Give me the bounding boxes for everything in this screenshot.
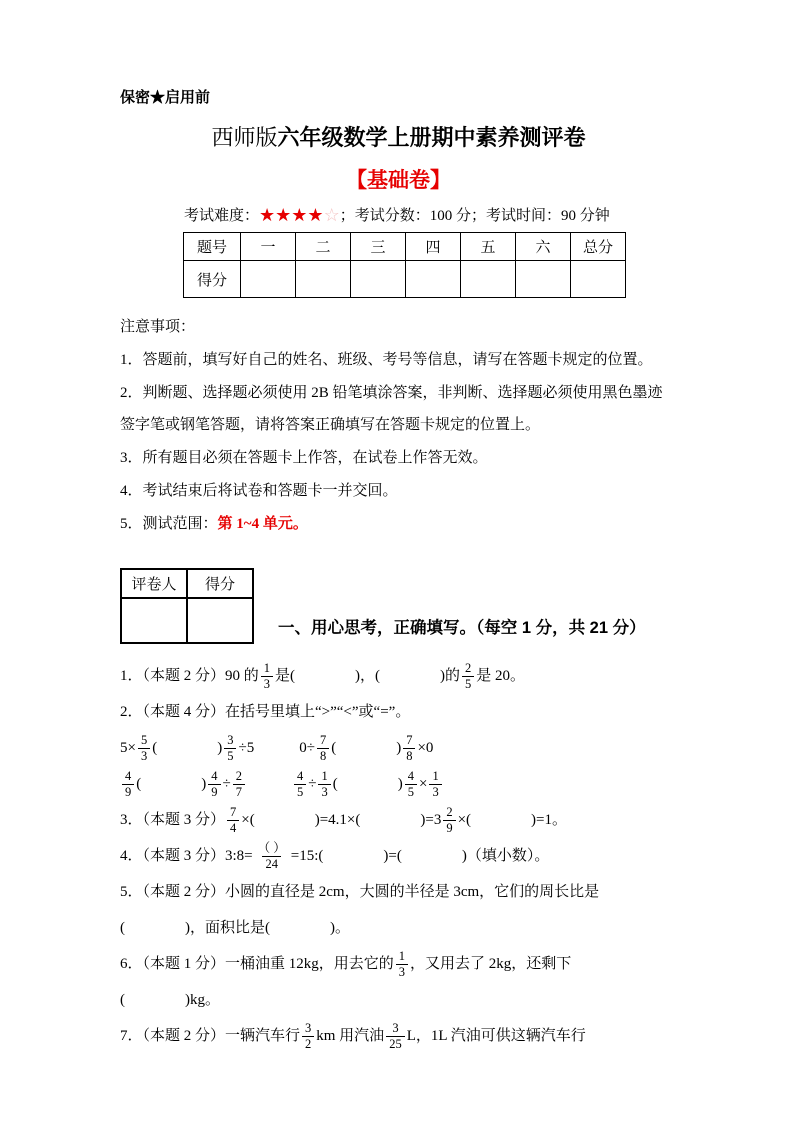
fraction <box>261 662 273 691</box>
note-item: 1．答题前，填写好自己的姓名、班级、考号等信息，请写在答题卡规定的位置。 <box>120 352 653 369</box>
fraction-numerator: 2 <box>465 660 472 675</box>
notes-heading: 注意事项： <box>120 319 196 336</box>
fraction <box>443 806 455 835</box>
paper-type-subtitle: 【基础卷】 <box>346 169 451 193</box>
fraction-denominator: 9 <box>208 784 220 799</box>
text-run: 7．（本题 2 分）一辆汽车行 <box>120 1027 301 1044</box>
text-run: ( )kg。 <box>120 991 220 1008</box>
text-run <box>254 738 299 759</box>
fraction <box>233 770 245 799</box>
fraction <box>429 770 441 799</box>
question-6-line-2 <box>120 982 677 1018</box>
text-run <box>247 774 292 795</box>
question-7 <box>120 1018 677 1054</box>
text-run: ( )，面积比是( )。 <box>120 919 350 936</box>
fraction-denominator: 3 <box>396 964 408 979</box>
question-6-line-1 <box>120 946 677 982</box>
fraction-numerator: 2 <box>446 804 453 819</box>
fraction <box>318 770 330 799</box>
section-1-heading: 一、用心思考，正确填写。（每空 1 分，共 21 分） <box>278 619 646 638</box>
fraction-denominator: 25 <box>386 1036 405 1051</box>
difficulty-label: 考试难度： <box>184 208 260 225</box>
text-run: =15:( )=( )（填小数）。 <box>290 847 550 864</box>
fraction-denominator: 7 <box>233 784 245 799</box>
text-run: ，又用去了 2kg，还剩下 <box>410 955 572 972</box>
fraction <box>227 806 239 835</box>
score-summary-table <box>183 232 626 298</box>
fraction <box>386 1022 405 1051</box>
test-range-highlight: 第 1~4 单元。 <box>217 515 308 532</box>
question-2-row-1 <box>120 730 677 766</box>
fraction-numerator: （ ） <box>257 840 286 855</box>
text-run: km 用汽油 <box>316 1027 385 1044</box>
grader-blank-row <box>121 598 253 643</box>
fraction-denominator: 24 <box>262 856 281 871</box>
score-header-cell: 三 <box>351 233 406 261</box>
score-header-cell: 题号 <box>184 233 241 261</box>
fraction-numerator: 7 <box>319 732 327 747</box>
fraction-numerator: 3 <box>227 732 234 747</box>
question-5-line-2 <box>120 910 677 946</box>
fraction <box>302 1022 314 1051</box>
text-run: ×( )=1。 <box>457 811 568 828</box>
fraction-numerator: 4 <box>125 768 132 783</box>
fraction-numerator: 5 <box>140 732 148 747</box>
title-main: 六年级数学上册期中素养测评卷 <box>277 125 586 150</box>
exam-notes <box>120 311 677 540</box>
text-run: ( ) <box>331 739 402 756</box>
score-blank-cell <box>406 261 461 298</box>
fraction-denominator: 3 <box>318 784 330 799</box>
fraction-denominator: 3 <box>138 748 150 763</box>
fraction <box>396 950 408 979</box>
fraction <box>403 734 415 763</box>
fraction-numerator: 3 <box>392 1020 399 1035</box>
fraction-denominator: 4 <box>227 820 239 835</box>
fraction-numerator: 4 <box>297 768 304 783</box>
fraction <box>138 734 150 763</box>
question-2-row-2 <box>120 766 677 802</box>
question-2-label <box>120 694 677 730</box>
text-run: ÷ <box>308 775 317 792</box>
star-empty-icon: ☆ <box>323 205 340 226</box>
text-run: 0÷ <box>299 739 315 756</box>
text-run: 2．（本题 4 分）在括号里填上“>”“<”或“=”。 <box>120 703 411 720</box>
fraction <box>317 734 329 763</box>
score-table-header-row <box>184 233 626 261</box>
fraction <box>208 770 220 799</box>
score-header-cell: 五 <box>461 233 516 261</box>
question-3 <box>120 802 677 838</box>
fraction-denominator: 5 <box>224 748 236 763</box>
text-run: ÷ <box>222 775 231 792</box>
examiner-label: 评卷人 <box>121 569 187 598</box>
question-1 <box>120 658 677 694</box>
score-header-cell: 总分 <box>571 233 626 261</box>
fraction-denominator: 9 <box>443 820 455 835</box>
exam-score-time: ；考试分数：100 分；考试时间：90 分钟 <box>339 208 610 225</box>
fraction-numerator: 2 <box>235 768 242 783</box>
fraction <box>462 662 474 691</box>
question-5-line-1 <box>120 874 677 910</box>
note-item: 2．判断题、选择题必须使用 2B 铅笔填涂答案，非判断、选择题必须使用黑色墨迹签字笔或钢笔答题，请将答案正确填写在答题卡规定的位置上。 <box>120 384 663 434</box>
text-run: 6．（本题 1 分）一桶油重 12kg，用去它的 <box>120 955 394 972</box>
fraction-denominator: 5 <box>294 784 306 799</box>
text-run: L，1L 汽油可供这辆汽车行 <box>406 1027 586 1044</box>
grader-section <box>120 568 677 644</box>
fraction <box>294 770 306 799</box>
score-header-cell: 四 <box>406 233 461 261</box>
fraction-denominator: 8 <box>317 748 329 763</box>
question-4 <box>120 838 677 874</box>
score-header-cell: 一 <box>241 233 296 261</box>
text-run: 1．（本题 2 分）90 的 <box>120 667 259 684</box>
score-row-label: 得分 <box>184 261 241 298</box>
fraction-numerator: 7 <box>230 804 237 819</box>
confidential-notice: 保密★启用前 <box>120 89 211 106</box>
fraction-numerator: 1 <box>432 768 439 783</box>
note-item <box>120 508 677 541</box>
star-filled-icon: ★★★★ <box>259 205 324 226</box>
note-item: 4．考试结束后将试卷和答题卡一并交回。 <box>120 482 398 499</box>
text-run: ×0 <box>417 739 434 756</box>
fraction-denominator: 2 <box>302 1036 314 1051</box>
text-run: 5× <box>120 739 136 756</box>
fraction-numerator: 1 <box>321 768 328 783</box>
text-run: ( ) <box>152 739 223 756</box>
score-blank-cell <box>351 261 406 298</box>
score-blank-cell <box>296 261 351 298</box>
note-item: 3．所有题目必须在答题卡上作答，在试卷上作答无效。 <box>120 450 488 467</box>
question-list <box>120 658 677 1054</box>
note-item-prefix: 5．测试范围： <box>120 515 218 532</box>
text-run: ×( )=4.1×( )=3 <box>241 811 442 828</box>
text-run: 5．（本题 2 分）小圆的直径是 2cm，大圆的半径是 3cm，它们的周长比是 <box>120 883 600 900</box>
text-run: ( ) <box>332 775 403 792</box>
score-blank-cell <box>571 261 626 298</box>
score-blank-cell <box>516 261 571 298</box>
fraction <box>405 770 417 799</box>
text-run: 是( )，( )的 <box>275 667 460 684</box>
text-run: 4．（本题 3 分）3:8= <box>120 847 253 864</box>
title-edition: 西师版 <box>211 125 278 150</box>
score-table-score-row <box>184 261 626 298</box>
examiner-blank-cell <box>121 598 187 643</box>
score-blank-cell <box>187 598 253 643</box>
score-header-cell: 二 <box>296 233 351 261</box>
text-run: × <box>418 775 428 792</box>
fraction-denominator: 8 <box>403 748 415 763</box>
score-header-cell: 六 <box>516 233 571 261</box>
fraction <box>122 770 134 799</box>
score-blank-cell <box>241 261 296 298</box>
text-run: ( ) <box>136 775 207 792</box>
fraction-denominator: 3 <box>261 676 273 691</box>
exam-info-line <box>184 204 677 226</box>
grader-table <box>120 568 254 644</box>
fraction <box>224 734 236 763</box>
fraction-numerator: 1 <box>263 660 271 675</box>
fraction-numerator: 7 <box>406 732 413 747</box>
score-blank-cell <box>461 261 516 298</box>
fraction-numerator: 1 <box>398 948 406 963</box>
page-title <box>120 125 677 151</box>
fraction-denominator: 5 <box>405 784 417 799</box>
fraction-denominator: 3 <box>429 784 441 799</box>
text-run: 是 20。 <box>476 667 526 684</box>
fraction-numerator: 4 <box>407 768 414 783</box>
text-run: ÷5 <box>238 739 255 756</box>
fraction-denominator: 5 <box>462 676 474 691</box>
grader-header-row <box>121 569 253 598</box>
fraction-numerator: 4 <box>211 768 218 783</box>
fraction-denominator: 9 <box>122 784 134 799</box>
text-run: 3．（本题 3 分） <box>120 811 226 828</box>
fraction-numerator: 3 <box>305 1020 312 1035</box>
score-label: 得分 <box>187 569 253 598</box>
fraction <box>255 842 289 871</box>
